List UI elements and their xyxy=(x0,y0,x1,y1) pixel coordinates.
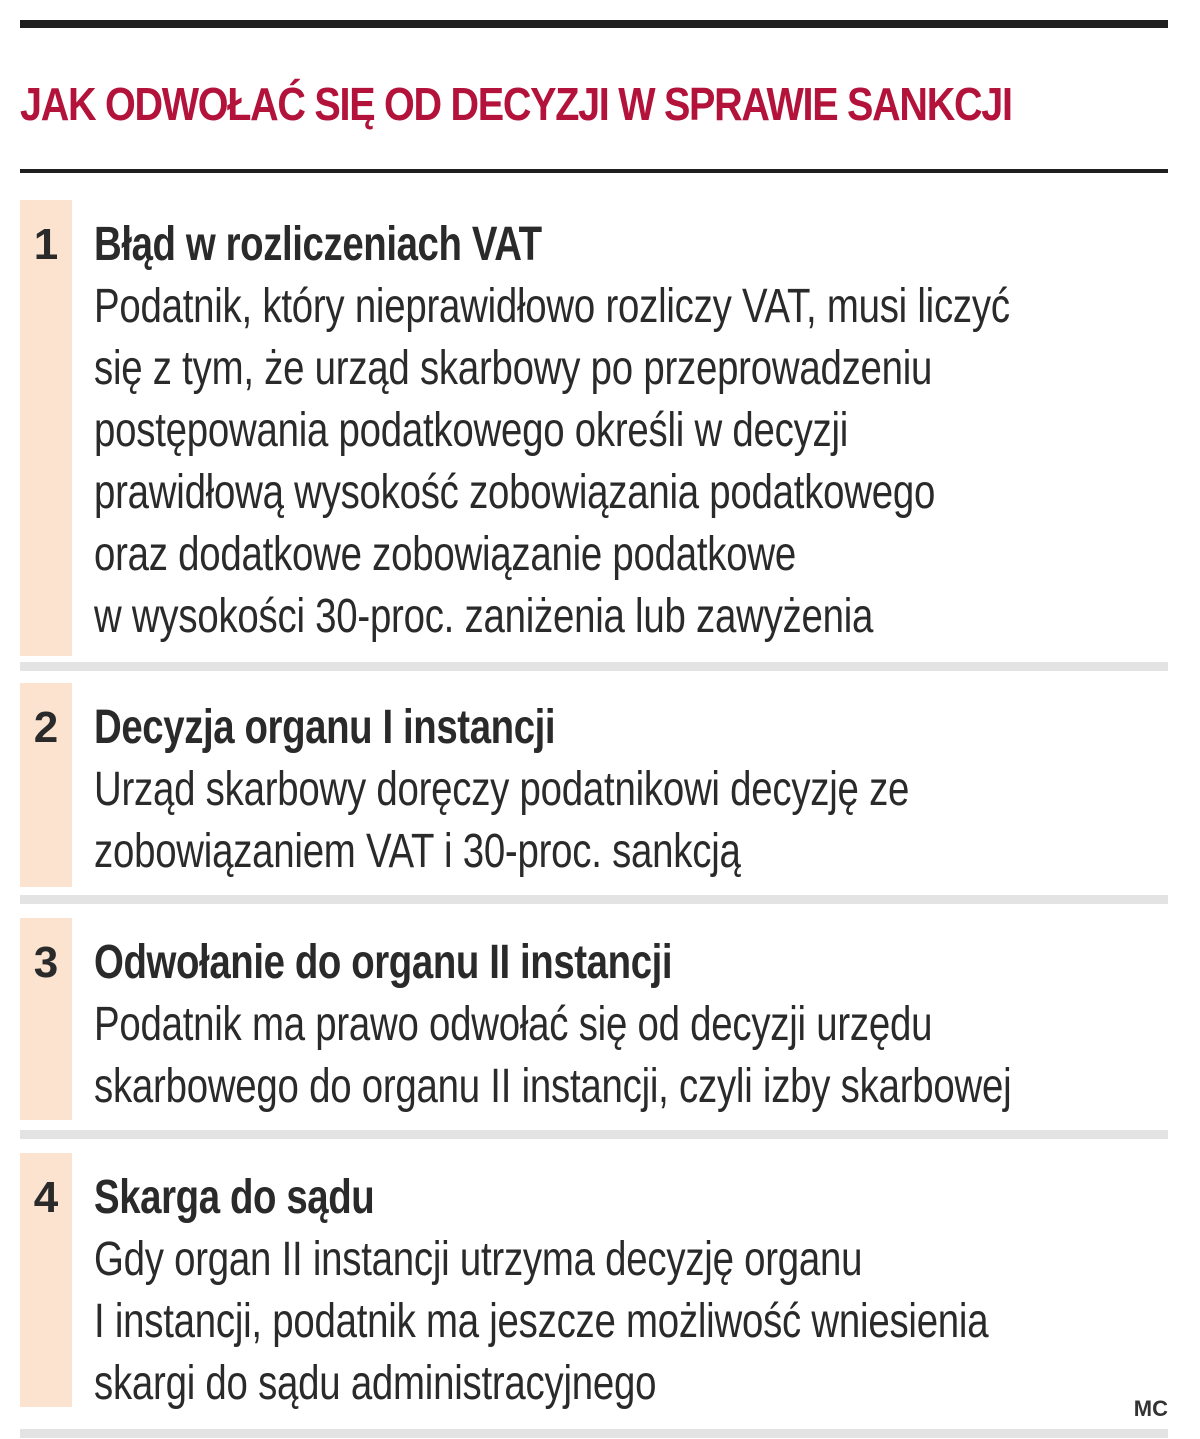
step-text-line: Podatnik, który nieprawidłowo rozliczy VAT, musi liczyć xyxy=(94,280,1010,333)
step-text-line: w wysokości 30-proc. zaniżenia lub zawyżenia xyxy=(94,590,874,643)
bottom-rule xyxy=(20,1429,1168,1438)
step-text-line: Urząd skarbowy doręczy podatnikowi decyzję ze xyxy=(94,763,910,816)
step-separator xyxy=(20,895,1168,904)
step-separator xyxy=(20,1130,1168,1139)
step-content xyxy=(94,697,1134,883)
step-heading: Skarga do sądu xyxy=(94,1171,375,1224)
step-2 xyxy=(20,683,1168,887)
step-content xyxy=(94,932,1134,1118)
step-text-line: prawidłową wysokość zobowiązania podatkowego xyxy=(94,466,936,519)
step-separator xyxy=(20,662,1168,671)
step-text-line: się z tym, że urząd skarbowy po przeprowadzeniu xyxy=(94,342,933,395)
step-heading: Decyzja organu I instancji xyxy=(94,701,556,754)
step-content xyxy=(94,214,1134,648)
step-text-line: Podatnik ma prawo odwołać się od decyzji urzędu xyxy=(94,998,933,1051)
step-text-line: Gdy organ II instancji utrzyma decyzję organu xyxy=(94,1233,863,1286)
title-rule xyxy=(20,169,1168,173)
step-number: 2 xyxy=(33,703,59,752)
step-3 xyxy=(20,918,1168,1120)
step-number: 4 xyxy=(33,1173,59,1222)
step-text-line: zobowiązaniem VAT i 30-proc. sankcją xyxy=(94,825,741,878)
step-text-line: skargi do sądu administracyjnego xyxy=(94,1357,657,1410)
step-number: 3 xyxy=(33,938,59,987)
step-text-line: postępowania podatkowego określi w decyzji xyxy=(94,404,849,457)
page-title: JAK ODWOŁAĆ SIĘ OD DECYZJI W SPRAWIE SANKCJI xyxy=(20,78,1012,130)
step-text-line: skarbowego do organu II instancji, czyli izby skarbowej xyxy=(94,1060,1012,1113)
step-text-line: I instancji, podatnik ma jeszcze możliwość wniesienia xyxy=(94,1295,989,1348)
step-content xyxy=(94,1167,1134,1415)
step-number: 1 xyxy=(33,220,59,269)
step-text-line: oraz dodatkowe zobowiązanie podatkowe xyxy=(94,528,796,581)
step-1 xyxy=(20,200,1168,656)
step-heading: Błąd w rozliczeniach VAT xyxy=(94,218,542,271)
author-credit: MC xyxy=(1133,1396,1168,1421)
top-rule xyxy=(20,20,1168,28)
step-heading: Odwołanie do organu II instancji xyxy=(94,936,673,989)
